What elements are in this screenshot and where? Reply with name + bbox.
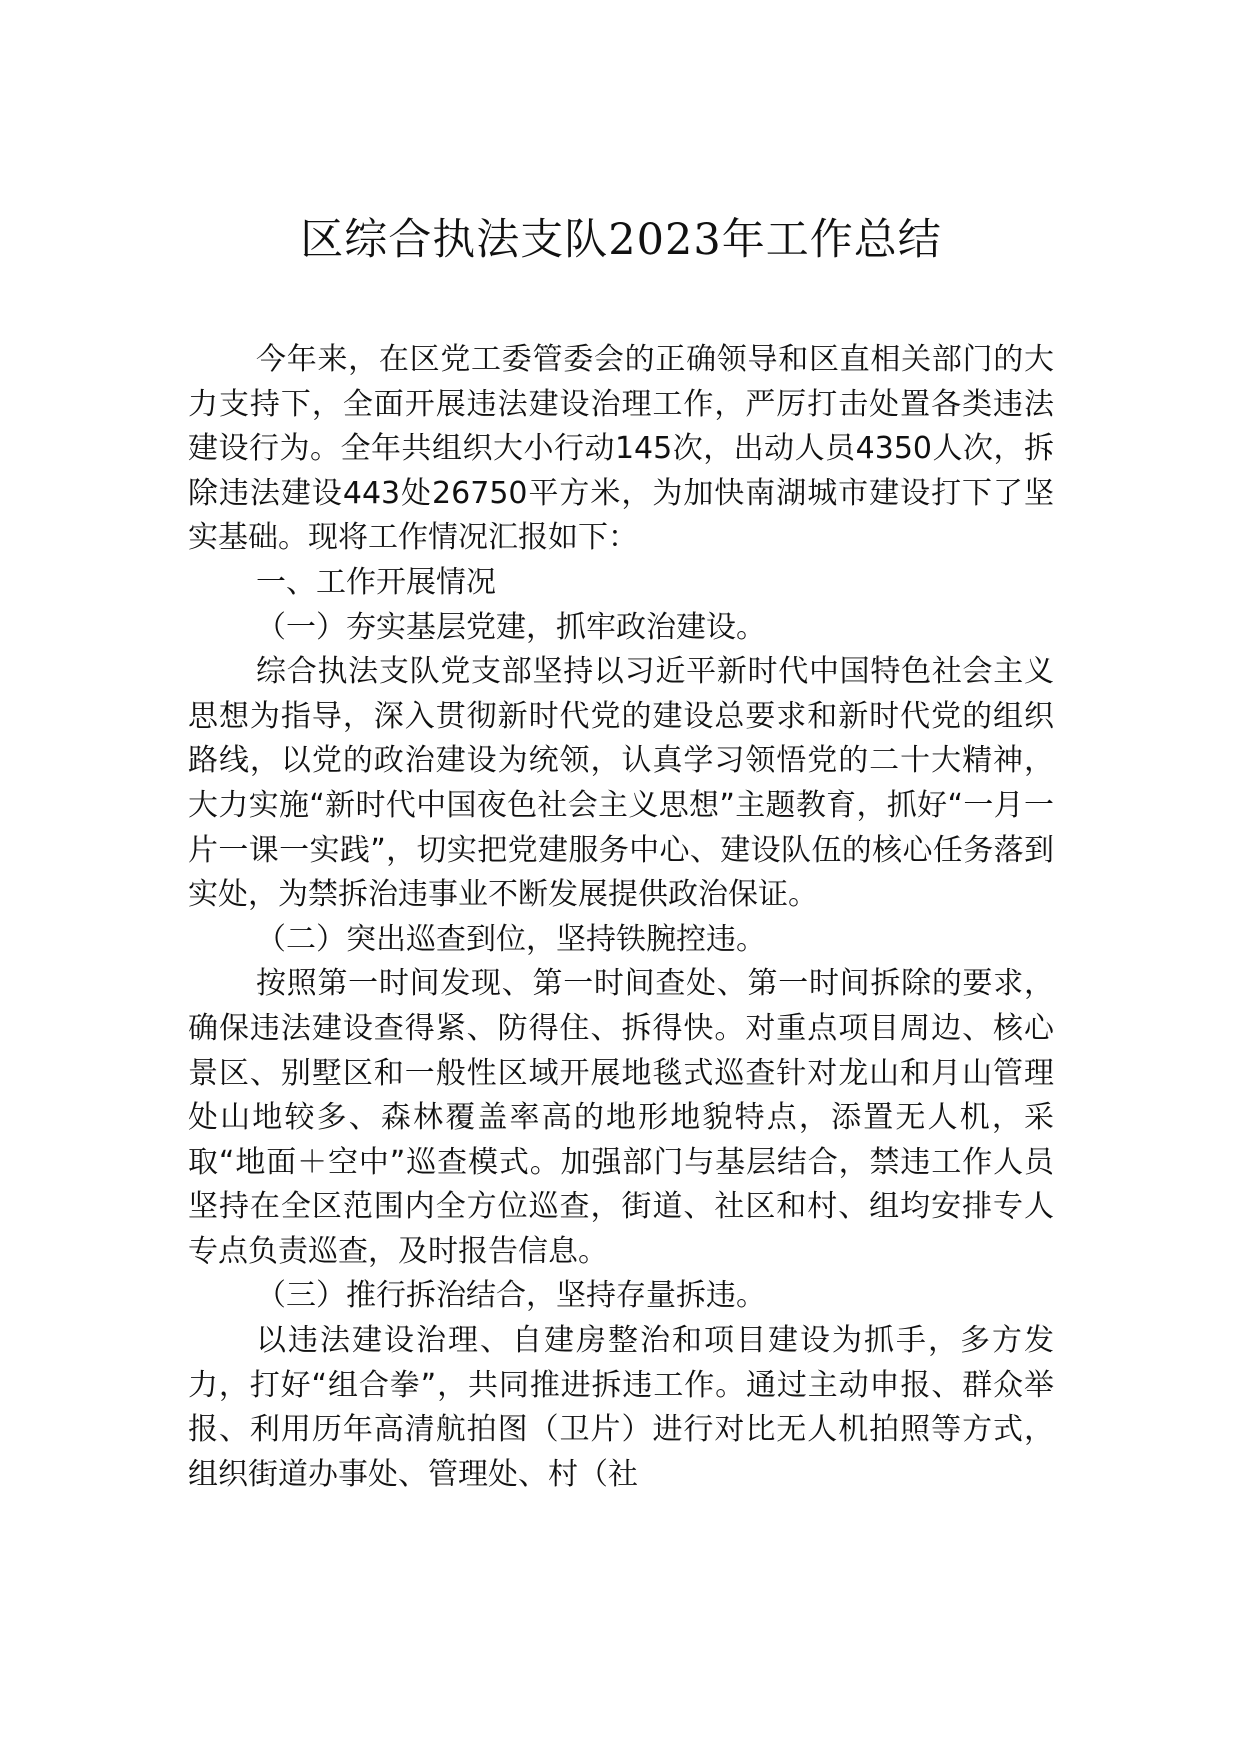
document-title: 区综合执法支队2023年工作总结	[300, 215, 942, 265]
paragraph-demolition: 以违法建设治理、自建房整治和项目建设为抓手，多方发力，打好“组合拳”，共同推进拆违工作。通过主动申报、群众举报、利用历年高清航拍图（卫片）进行对比无人机拍照等方式，组织街道办事处、管理处、村（社	[188, 1323, 1054, 1492]
paragraph-party-building: 综合执法支队党支部坚持以习近平新时代中国特色社会主义思想为指导，深入贯彻新时代党的建设总要求和新时代党的组织路线，以党的政治建设为统领，认真学习领悟党的二十大精神，大力实施“新时代中国夜色社会主义思想”主题教育，抓好“一月一片一课一实践”，切实把党建服务中心、建设队伍的核心任务落到实处，为禁拆治违事业不断发展提供政治保证。	[188, 654, 1054, 913]
document-body	[188, 338, 1054, 1497]
subsection-heading-1: （一）夯实基层党建，抓牢政治建设。	[256, 609, 766, 645]
paragraph-intro: 今年来，在区党工委管委会的正确领导和区直相关部门的大力支持下，全面开展违法建设治理工作，严厉打击处置各类违法建设行为。全年共组织大小行动145次，出动人员4350人次，拆除违法建设443处26750平方米，为加快南湖城市建设打下了坚实基础。现将工作情况汇报如下：	[188, 342, 1054, 556]
subsection-heading-3: （三）推行拆治结合，坚持存量拆违。	[256, 1278, 766, 1314]
document-page	[188, 0, 1054, 1754]
subsection-heading-2: （二）突出巡查到位，坚持铁腕控违。	[256, 921, 766, 957]
section-heading-1: 一、工作开展情况	[256, 564, 496, 600]
paragraph-inspection: 按照第一时间发现、第一时间查处、第一时间拆除的要求，确保违法建设查得紧、防得住、拆得快。对重点项目周边、核心景区、别墅区和一般性区域开展地毯式巡查针对龙山和月山管理处山地较多、森林覆盖率高的地形地貌特点，添置无人机，采取“地面＋空中”巡查模式。加强部门与基层结合，禁违工作人员坚持在全区范围内全方位巡查，街道、社区和村、组均安排专人专点负责巡查，及时报告信息。	[188, 966, 1054, 1269]
